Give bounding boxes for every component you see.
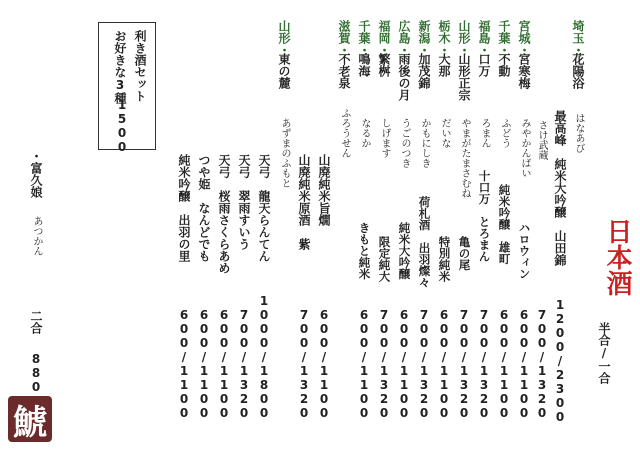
sake-reading: あずまのふもと — [279, 118, 290, 188]
price: 600/1100 — [177, 308, 191, 420]
price: 600/1100 — [197, 308, 211, 420]
sake-reading: さけ武蔵 — [536, 120, 547, 160]
sake-spec: 十口万 とろまん — [477, 170, 492, 262]
hot-sake-unit: 二合 — [29, 310, 43, 334]
sake-name: 山形正宗 — [457, 53, 471, 101]
sake-spec: 亀の尾 — [457, 236, 472, 271]
prefecture-label: 滋賀・ — [337, 20, 351, 56]
menu-title: 日本酒 — [602, 218, 632, 296]
unit-header: 半合/一合 — [597, 322, 611, 384]
price: 700/1320 — [377, 308, 391, 420]
tasting-set-subtitle: お好きな3種 — [113, 30, 127, 104]
sake-spec: 荷札酒 出羽燦々 — [417, 196, 432, 288]
price: 1000/1800 — [257, 294, 271, 420]
sake-spec: 特別純米 — [437, 236, 452, 282]
price: 1200/2300 — [553, 298, 567, 424]
sake-name: 天弓 翠雨すいう — [237, 154, 251, 250]
price: 600/1100 — [437, 308, 451, 420]
sake-reading: かもにしき — [419, 118, 430, 168]
prefecture-label: 広島・ — [397, 20, 411, 56]
sake-reading: しげます — [379, 118, 390, 158]
sake-spec: 純米吟醸 雄町 — [497, 184, 512, 265]
sake-name: 最高峰 純米大吟醸 山田錦 — [553, 110, 567, 266]
sake-reading: うごのつき — [399, 118, 410, 168]
sake-reading: なるか — [359, 118, 370, 148]
sake-name: 純米吟醸 出羽の里 — [177, 154, 191, 262]
price: 600/1100 — [497, 308, 511, 420]
sake-name: 宮寒梅 — [517, 53, 531, 89]
sake-name: 花陽浴 — [571, 53, 585, 89]
price: 600/1100 — [517, 308, 531, 420]
price: 600/1100 — [317, 308, 331, 420]
sake-name: 東の麓 — [277, 53, 291, 89]
price: 700/1320 — [457, 308, 471, 420]
sake-name: 加茂錦 — [417, 53, 431, 89]
sake-name: 不老泉 — [337, 53, 351, 89]
prefecture-label: 山形・ — [277, 20, 291, 56]
sake-reading: みやかんばい — [519, 118, 530, 178]
prefecture-label: 千葉・ — [497, 20, 511, 56]
hot-sake-price: 880 — [29, 352, 43, 394]
sake-reading: はなあび — [573, 113, 584, 153]
sake-name: 鳴海 — [357, 53, 371, 77]
sake-reading: だいな — [439, 118, 450, 148]
sake-spec: 限定純大 — [377, 236, 392, 282]
sake-reading: ろまん — [479, 118, 490, 148]
sake-reading: ふろうせん — [339, 108, 350, 158]
sake-spec: きもと純米 — [357, 222, 372, 280]
restaurant-logo: 鯱 — [8, 396, 52, 442]
price: 700/1320 — [417, 308, 431, 420]
tasting-set-price: 1500 — [115, 98, 129, 154]
price: 700/1320 — [477, 308, 491, 420]
price: 700/1320 — [237, 308, 251, 420]
sake-spec: ハロウィン — [517, 222, 532, 280]
sake-name: つや姫 なんどでも — [197, 154, 211, 262]
prefecture-label: 福岡・ — [377, 20, 391, 56]
price: 600/1100 — [357, 308, 371, 420]
hot-sake-reading: あつかん — [31, 216, 42, 256]
prefecture-label: 千葉・ — [357, 20, 371, 56]
tasting-set-title: 利き酒セット — [133, 30, 147, 102]
sake-name: 繁桝 — [377, 53, 391, 77]
sake-name: 口万 — [477, 53, 491, 77]
prefecture-label: 栃木・ — [437, 20, 451, 56]
hot-sake-name: ・富久娘 — [29, 150, 43, 198]
sake-reading: やまがたまさむね — [459, 118, 470, 198]
prefecture-label: 福島・ — [477, 20, 491, 56]
sake-reading: ふどう — [499, 118, 510, 148]
price: 600/1100 — [217, 308, 231, 420]
sake-name: 天弓 桜雨さくらあめ — [217, 154, 231, 274]
price: 700/1320 — [297, 308, 311, 420]
sake-name: 雨後の月 — [397, 53, 411, 101]
prefecture-label: 宮城・ — [517, 20, 531, 56]
prefecture-label: 埼玉・ — [571, 20, 585, 56]
prefecture-label: 新潟・ — [417, 20, 431, 56]
sake-name: 山廃純米原酒 紫 — [297, 154, 311, 250]
price: 600/1100 — [397, 308, 411, 420]
sake-name: 山廃純米旨燗 — [317, 154, 331, 226]
sake-name: 不動 — [497, 53, 511, 77]
prefecture-label: 山形・ — [457, 20, 471, 56]
sake-name: 大那 — [437, 53, 451, 77]
sake-name: 天弓 龍天らんてん — [257, 154, 271, 262]
price: 700/1320 — [535, 308, 549, 420]
sake-spec: 純米大吟醸 — [397, 222, 412, 280]
